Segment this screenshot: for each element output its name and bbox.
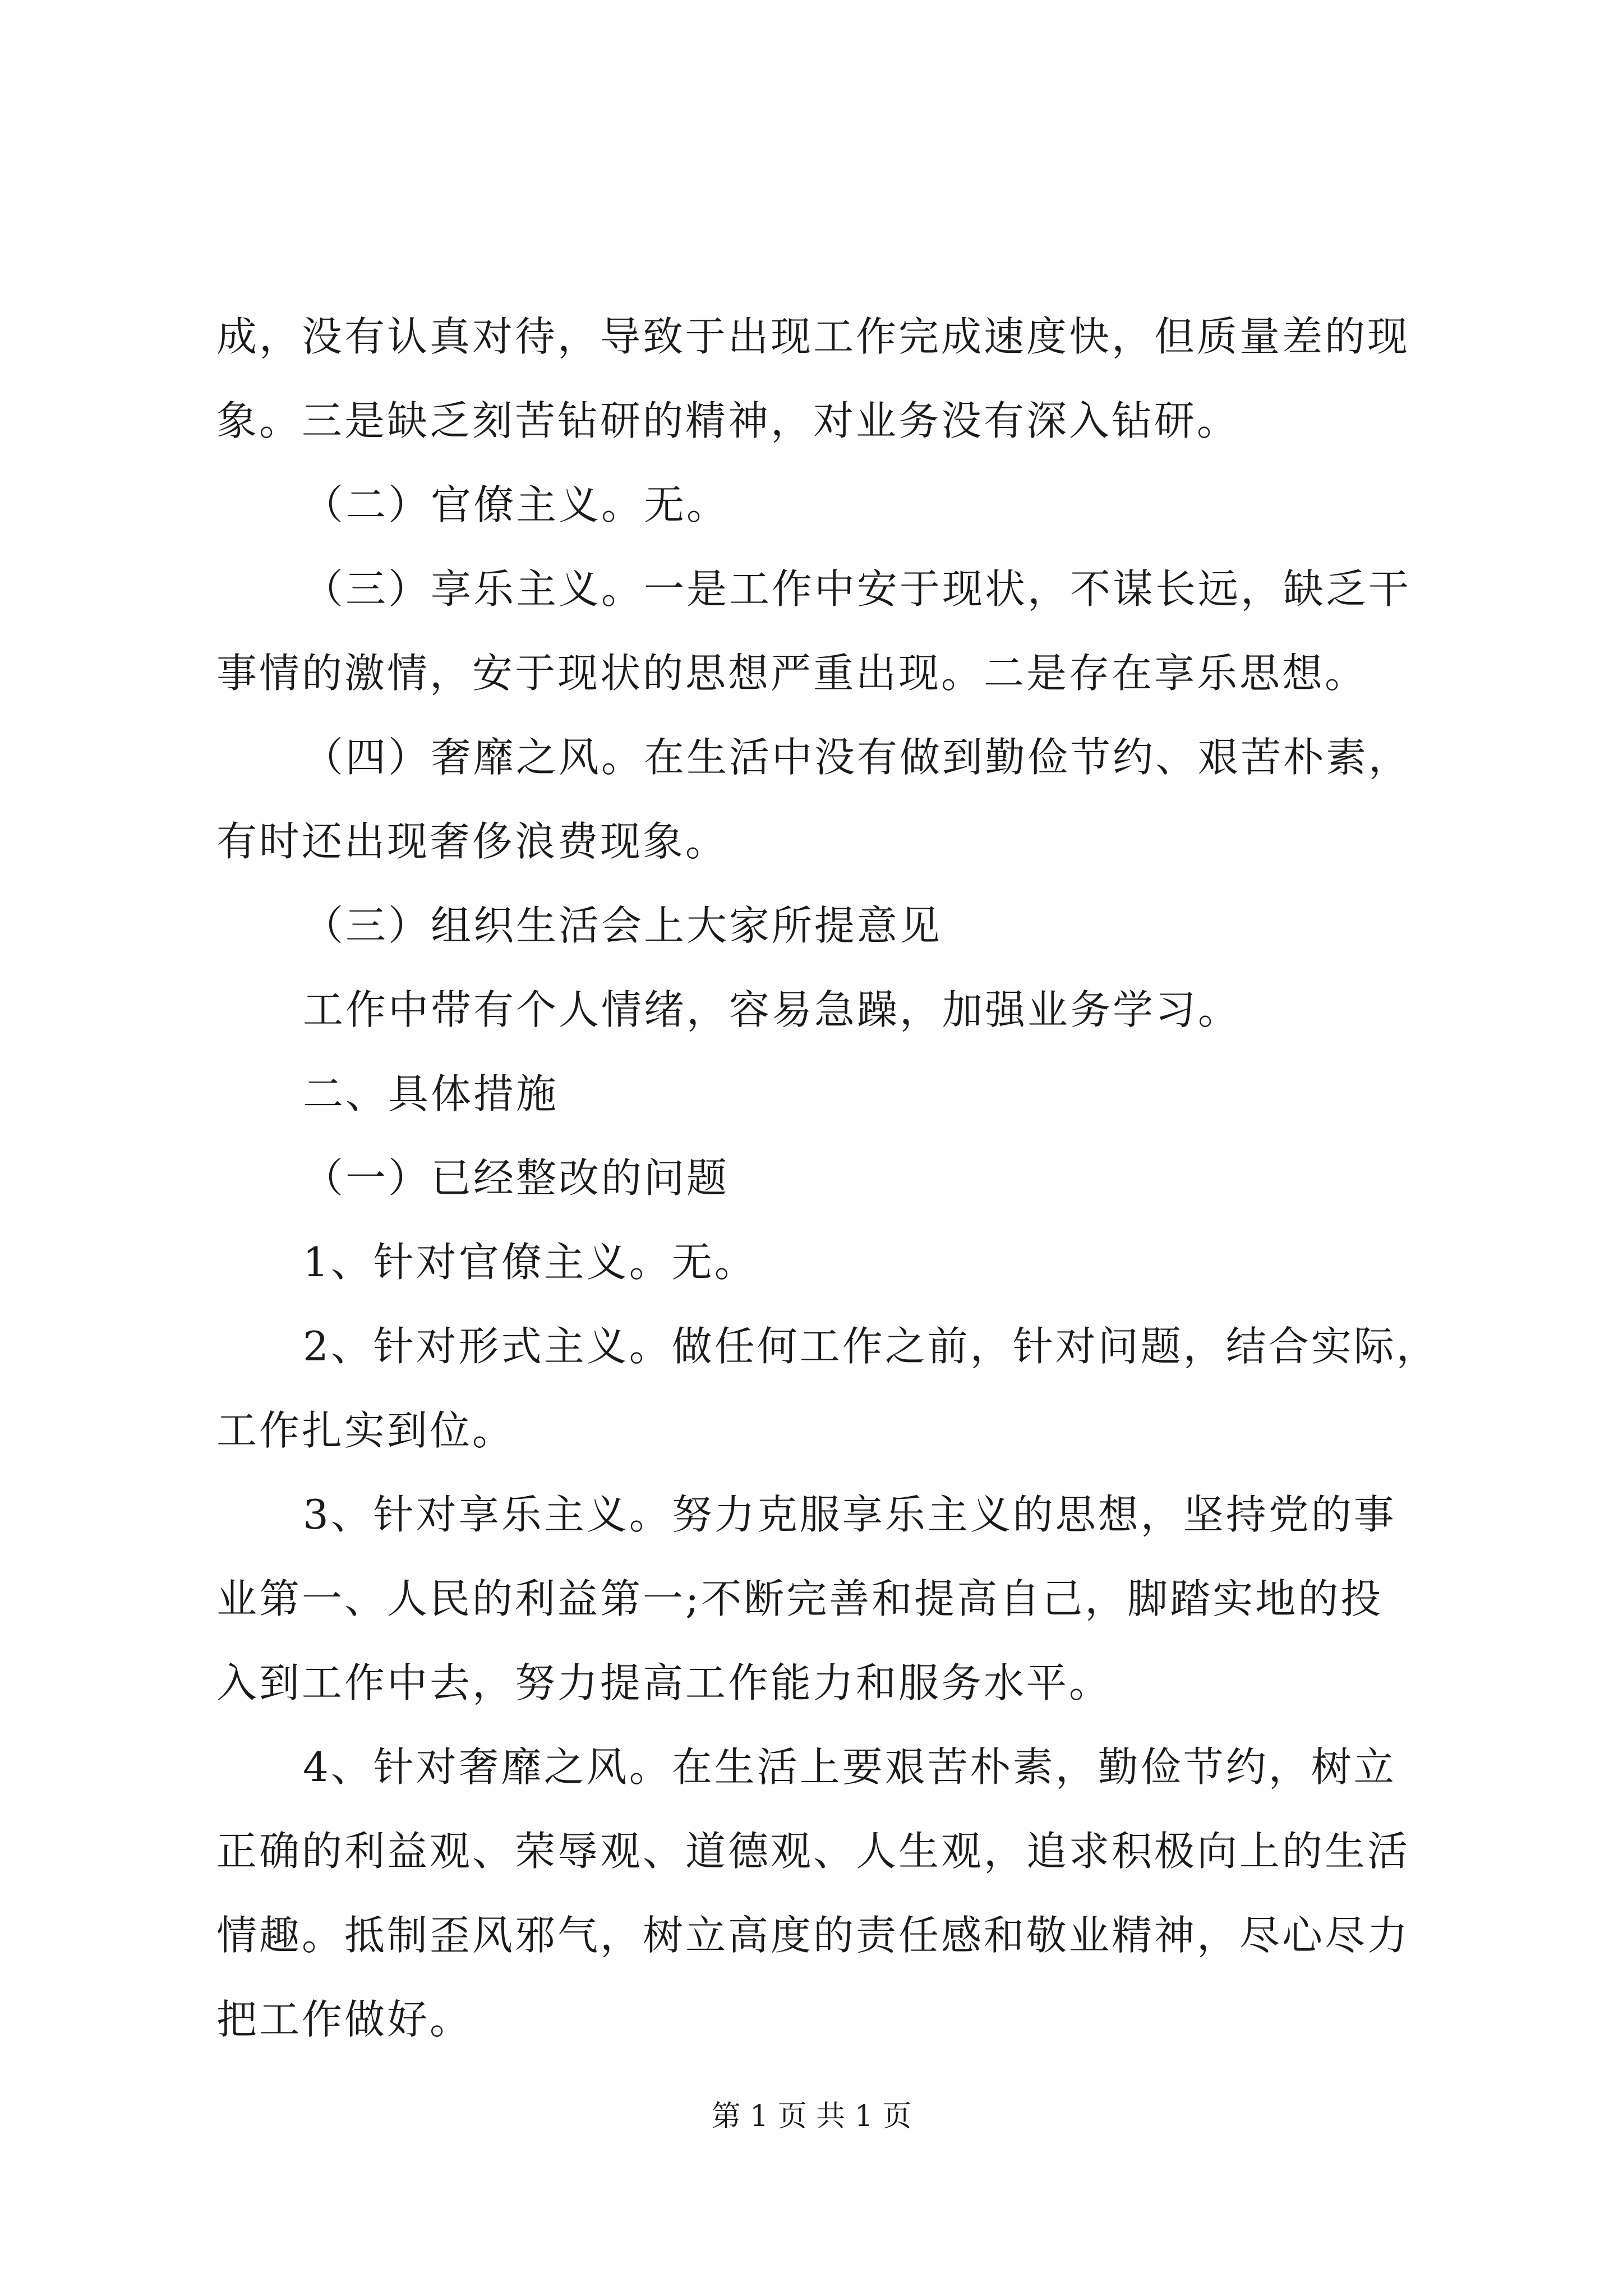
paragraph-line: 象。三是缺乏刻苦钻研的精神，对业务没有深入钻研。 <box>216 397 1240 444</box>
paragraph-line: （二）官僚主义。无。 <box>303 481 730 528</box>
section-heading: （一）已经整改的问题 <box>303 1154 730 1202</box>
paragraph-line: 1、针对官僚主义。无。 <box>303 1239 757 1286</box>
paragraph-line: 情趣。抵制歪风邪气，树立高度的责任感和敬业精神，尽心尽力 <box>216 1912 1410 1959</box>
paragraph-line: 工作中带有个人情绪，容易急躁，加强业务学习。 <box>303 986 1241 1033</box>
paragraph-line: 工作扎实到位。 <box>216 1407 515 1454</box>
paragraph-line: （三）享乐主义。一是工作中安于现状，不谋长远，缺乏干 <box>303 565 1412 613</box>
paragraph-line: 4、针对奢靡之风。在生活上要艰苦朴素，勤俭节约，树立 <box>303 1743 1396 1791</box>
paragraph-line: 入到工作中去，努力提高工作能力和服务水平。 <box>216 1659 1112 1706</box>
paragraph-line: 有时还出现奢侈浪费现象。 <box>216 818 728 865</box>
page-number-footer: 第 1 页 共 1 页 <box>711 2100 912 2133</box>
paragraph-line: 成，没有认真对待，导致于出现工作完成速度快，但质量差的现 <box>216 313 1410 360</box>
paragraph-line: 正确的利益观、荣辱观、道德观、人生观，追求积极向上的生活 <box>216 1828 1410 1875</box>
paragraph-line: 2、针对形式主义。做任何工作之前，针对问题，结合实际， <box>303 1323 1439 1370</box>
paragraph-line: 业第一、人民的利益第一;不断完善和提高自己，脚踏实地的投 <box>216 1575 1384 1622</box>
section-heading: （三）组织生活会上大家所提意见 <box>303 902 943 949</box>
paragraph-line: 事情的激情，安于现状的思想严重出现。二是存在享乐思想。 <box>216 650 1368 697</box>
paragraph-line: （四）奢靡之风。在生活中没有做到勤俭节约、艰苦朴素， <box>303 734 1412 781</box>
paragraph-line: 3、针对享乐主义。努力克服享乐主义的思想，坚持党的事 <box>303 1491 1396 1538</box>
section-heading: 二、具体措施 <box>303 1070 559 1117</box>
paragraph-line: 把工作做好。 <box>216 1996 473 2043</box>
